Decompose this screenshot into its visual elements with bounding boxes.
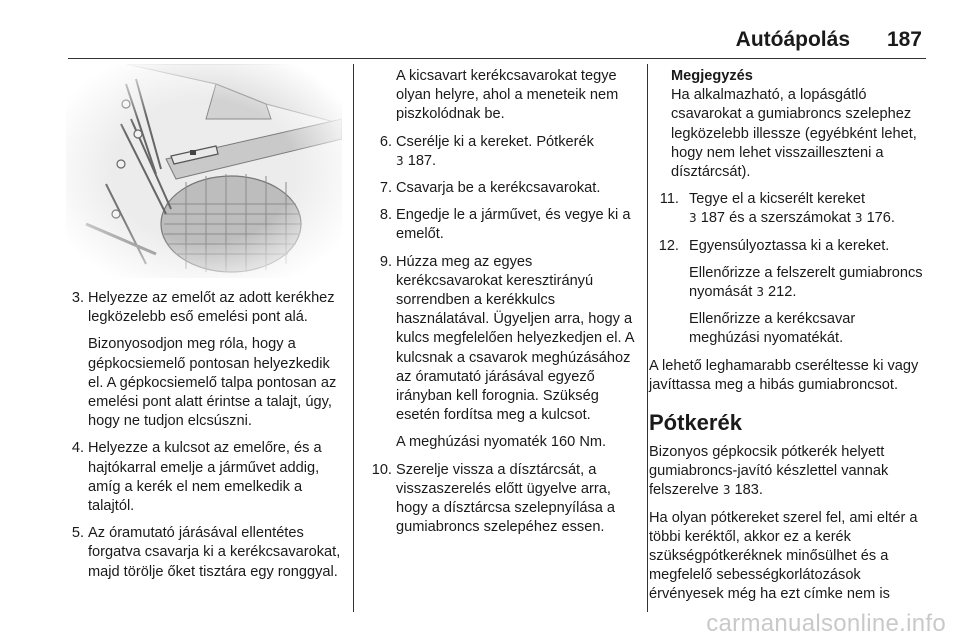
- xref-icon[interactable]: 3: [854, 211, 863, 226]
- list-text: Az óramutató járásával ellentétes forgatva csavarja ki a kerékcsavarokat, majd törölje őket tisztára egy ronggyal.: [88, 525, 341, 580]
- note-text: Ha alkalmazható, a lopásgátló csavarokat a gumiabroncs szelephez legközelebb illessze (egyébként lehet, hogy nem lehet visszailleszteni a dísztárcsát).: [671, 87, 917, 181]
- list-text-cont: és a szerszámokat: [729, 210, 851, 227]
- jack-illustration: [66, 64, 342, 278]
- list-number: 11.: [659, 191, 679, 208]
- list-item: [364, 253, 636, 453]
- xref-icon[interactable]: 3: [756, 285, 764, 300]
- xref-icon[interactable]: 3: [722, 483, 731, 498]
- list-number: 6.: [379, 133, 392, 150]
- list-text: Csavarja be a kerékcsavarokat.: [396, 180, 601, 197]
- list-item: [62, 524, 344, 582]
- column-divider-1: [353, 64, 354, 612]
- list-subtext: Ellenőrizze a kerékcsavar meghúzási nyomatékát.: [689, 311, 856, 347]
- page-number: 187: [886, 28, 922, 51]
- column-left: [62, 289, 344, 590]
- paragraph-text: Bizonyos gépkocsik pótkerék helyett gumiabroncs-javító készlettel vannak felszerelve: [649, 444, 889, 499]
- section-paragraph: Ha olyan pótkereket szerel fel, ami eltér a többi keréktől, akkor ez a kerék szükségpótkeréknek minősülhet és a megfelelő sebességkorlátozások érvényesek még ha ezt címke nem is: [649, 509, 918, 603]
- xref-link[interactable]: 212.: [768, 284, 797, 301]
- section-paragraph: [649, 443, 925, 501]
- xref-icon[interactable]: 3: [396, 153, 404, 168]
- list-text: Egyensúlyoztassa ki a kereket.: [689, 237, 890, 254]
- list-subtext: A meghúzási nyomaték 160 Nm.: [396, 434, 607, 451]
- list-subtext-main: Ellenőrizze a felszerelt gumiabroncs nyomását: [689, 264, 923, 301]
- list-subtext: [689, 264, 925, 302]
- list-text: [396, 133, 636, 171]
- xref-link[interactable]: 187.: [407, 152, 437, 169]
- list-item: [649, 190, 925, 228]
- list-item: [62, 289, 344, 431]
- xref-link[interactable]: 183.: [734, 482, 763, 499]
- list-item: [364, 133, 636, 171]
- list-number: 12.: [658, 237, 679, 254]
- column-divider-2: [647, 64, 648, 612]
- intro-text: A kicsavart kerékcsavarokat tegye olyan helyre, ahol a meneteik nem piszkolódnak be.: [396, 68, 619, 123]
- list-text: [689, 190, 925, 228]
- list-number: 8.: [379, 207, 392, 224]
- list-item: [62, 439, 344, 516]
- list-number: 5.: [71, 525, 84, 542]
- xref-link[interactable]: 187: [700, 210, 726, 227]
- note-box: [649, 67, 925, 182]
- list-subtext: Bizonyosodjon meg róla, hogy a gépkocsiemelő pontosan helyezkedik el. A gépkocsiemelő talpa pontosan az emelési pont alatt érintse a talajt, úgy, hogy ne tudjon elcsúszni.: [88, 336, 337, 430]
- list-item: [649, 237, 925, 349]
- list-item: [364, 179, 636, 198]
- list-text: Helyezze a kulcsot az emelőre, és a hajtókarral emelje a járművet addig, amíg a kerék el nem emelkedik a talajtól.: [88, 440, 322, 515]
- list-text: Engedje le a járművet, és vegye ki a emelőt.: [396, 207, 631, 243]
- list-number: 10.: [371, 461, 392, 478]
- list-number: 3.: [71, 290, 84, 306]
- list-text: Helyezze az emelőt az adott kerékhez legközelebb eső emelési pont alá.: [88, 290, 335, 326]
- list-item: [364, 461, 636, 538]
- section-title: Pótkerék: [649, 410, 742, 436]
- header-divider: [68, 58, 926, 59]
- list-text: Szerelje vissza a dísztárcsát, a visszaszerelés előtt ügyelve arra, hogy a dísztárcsa szelepnyílása a gumiabroncs szelepéhez essen.: [396, 461, 616, 536]
- list-number: 9.: [379, 253, 392, 270]
- page-header: [0, 28, 922, 58]
- list-text-main: Cserélje ki a kereket. Pótkerék: [396, 133, 594, 150]
- watermark: carmanualsonline.info: [706, 610, 946, 637]
- column-middle: [364, 67, 636, 545]
- list-text-main: Tegye el a kicserélt kereket: [689, 191, 866, 208]
- column-right: [649, 67, 925, 613]
- xref-icon[interactable]: 3: [689, 211, 697, 226]
- page-title: Autóápolás: [735, 28, 850, 51]
- xref-link[interactable]: 176.: [866, 210, 895, 227]
- closing-text: A lehető leghamarabb cseréltesse ki vagy javíttassa meg a hibás gumiabroncsot.: [649, 357, 919, 393]
- list-text: Húzza meg az egyes kerékcsavarokat keresztirányú sorrendben a kerékkulcs használatával. Ügyeljen arra, hogy a kulcs megfelelően helyezkedjen el. A kulcsnak a csavarok meghúzásához az óramutató járásával egyező irányban kell forognia. Szükség esetén fordítsa meg a kulcsot.: [396, 253, 634, 424]
- list-number: 7.: [379, 180, 392, 197]
- list-number: 4.: [71, 440, 84, 457]
- note-title: Megjegyzés: [671, 68, 753, 84]
- list-item: [364, 206, 636, 244]
